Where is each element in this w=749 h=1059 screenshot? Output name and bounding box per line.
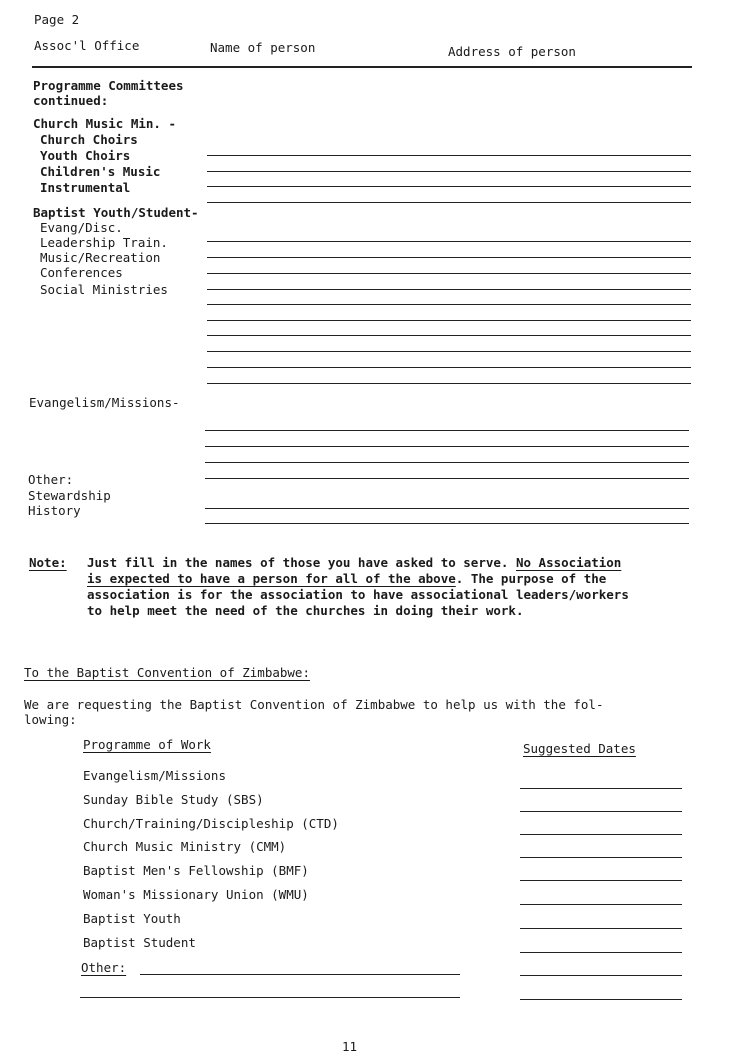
date-blank-line (520, 952, 682, 953)
other-programme-label: Other: (81, 960, 127, 975)
blank-line (205, 430, 689, 431)
baptist-youth-heading: Baptist Youth/Student- (33, 205, 199, 220)
date-blank-line (520, 857, 682, 858)
programme-item: Baptist Youth (83, 911, 181, 926)
date-blank-line (520, 999, 682, 1000)
date-blank-line (520, 788, 682, 789)
blank-line (207, 335, 691, 336)
programme-item: Evangelism/Missions (83, 768, 226, 783)
note-text-underlined: No Association (515, 555, 622, 570)
baptist-youth-item: Evang/Disc. (40, 220, 123, 235)
blank-line (205, 508, 689, 509)
date-blank-line (520, 880, 682, 881)
blank-line (205, 523, 689, 524)
note-label: Note: (29, 555, 67, 570)
church-music-item: Instrumental (40, 180, 131, 195)
baptist-youth-item: Conferences (40, 265, 123, 280)
date-blank-line (520, 928, 682, 929)
column-header-name: Name of person (210, 40, 316, 55)
date-blank-line (520, 904, 682, 905)
date-blank-line (520, 975, 682, 976)
other-item: History (28, 503, 81, 518)
blank-line (207, 383, 691, 384)
convention-heading: To the Baptist Convention of Zimbabwe: (24, 665, 310, 680)
blank-line (205, 462, 689, 463)
header-rule (32, 66, 692, 68)
blank-line (207, 289, 691, 290)
blank-line (207, 257, 691, 258)
column-header-address: Address of person (448, 44, 576, 59)
programme-item: Church Music Ministry (CMM) (83, 839, 287, 854)
page-number: 11 (342, 1039, 358, 1054)
blank-line (207, 320, 691, 321)
note-text-line: association is for the association to have associational leaders/workers (87, 587, 629, 602)
note-text-plain: . The purpose of the (455, 571, 607, 586)
page-label: Page 2 (34, 12, 80, 27)
church-music-item: Children's Music (40, 164, 161, 179)
column-header-office: Assoc'l Office (34, 38, 140, 53)
committees-title: Programme Committees (33, 78, 184, 93)
blank-line (207, 273, 691, 274)
note-text-underlined: is expected to have a person for all of the above (87, 571, 456, 586)
baptist-youth-item: Music/Recreation (40, 250, 161, 265)
request-text: lowing: (24, 712, 77, 727)
other-item: Stewardship (28, 488, 111, 503)
blank-line (207, 202, 691, 203)
other-heading: Other: (28, 472, 74, 487)
evangelism-heading: Evangelism/Missions- (29, 395, 180, 410)
blank-line (205, 446, 689, 447)
note-text-line (87, 555, 621, 570)
blank-line (207, 304, 691, 305)
blank-line (80, 997, 460, 998)
blank-line (207, 186, 691, 187)
note-text-plain: Just fill in the names of those you have asked to serve. (87, 555, 509, 570)
blank-line (207, 241, 691, 242)
church-music-heading: Church Music Min. - (33, 116, 176, 131)
blank-line (207, 367, 691, 368)
baptist-youth-item: Leadership Train. (40, 235, 168, 250)
blank-line (205, 478, 689, 479)
programme-item: Sunday Bible Study (SBS) (83, 792, 264, 807)
programme-header: Programme of Work (83, 737, 211, 752)
note-text-line: to help meet the need of the churches in doing their work. (87, 603, 524, 618)
date-blank-line (520, 834, 682, 835)
date-blank-line (520, 811, 682, 812)
dates-header: Suggested Dates (523, 741, 636, 756)
blank-line (207, 351, 691, 352)
note-text-line (87, 571, 606, 586)
committees-title-continued: continued: (33, 93, 109, 108)
blank-line (207, 155, 691, 156)
church-music-item: Church Choirs (40, 132, 138, 147)
baptist-youth-item: Social Ministries (40, 282, 168, 297)
church-music-item: Youth Choirs (40, 148, 131, 163)
blank-line (207, 171, 691, 172)
programme-item: Church/Training/Discipleship (CTD) (83, 816, 339, 831)
request-text: We are requesting the Baptist Convention of Zimbabwe to help us with the fol- (24, 697, 604, 712)
programme-item: Baptist Student (83, 935, 196, 950)
programme-item: Baptist Men's Fellowship (BMF) (83, 863, 309, 878)
programme-item: Woman's Missionary Union (WMU) (83, 887, 309, 902)
blank-line (140, 974, 460, 975)
